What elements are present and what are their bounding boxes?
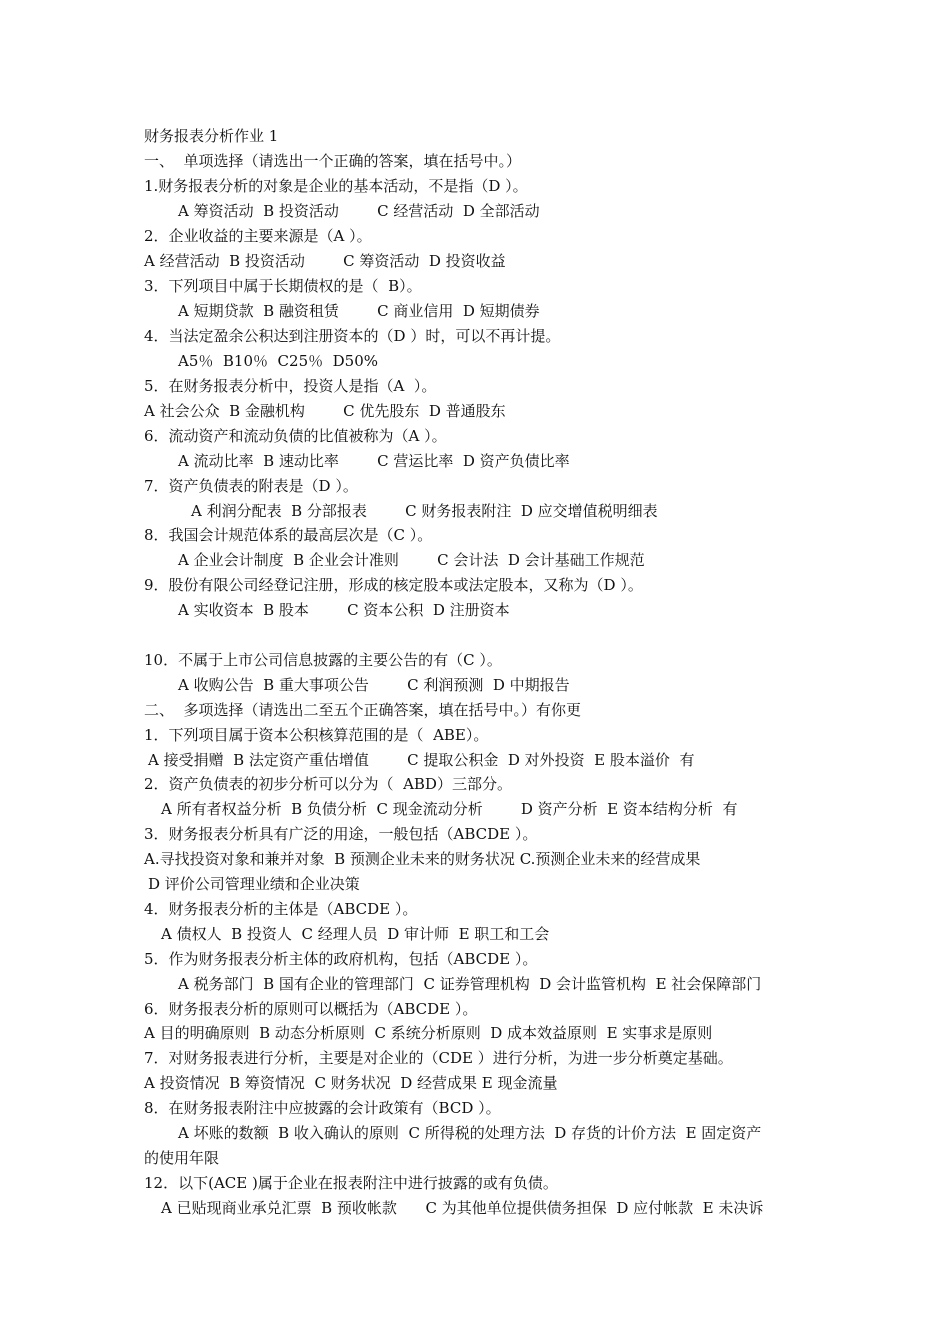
question-line: 8．我国会计规范体系的最高层次是（C ）。 [144, 526, 433, 544]
question-line: 4．财务报表分析的主体是（ABCDE ）。 [144, 900, 418, 918]
options-line: A 社会公众 B 金融机构 C 优先股东 D 普通股东 [144, 402, 506, 420]
options-line: A 债权人 B 投资人 C 经理人员 D 审计师 E 职工和工会 [161, 925, 550, 943]
options-line: A.寻找投资对象和兼并对象 B 预测企业未来的财务状况 C.预测企业未来的经营成果 [144, 850, 701, 868]
section-heading-single-choice: 一、 单项选择（请选出一个正确的答案，填在括号中。） [144, 152, 522, 170]
options-line: A 接受捐赠 B 法定资产重估增值 C 提取公积金 D 对外投资 E 股本溢价 有 [148, 751, 695, 769]
options-line-continued: 的使用年限 [144, 1149, 220, 1167]
question-line: 2．企业收益的主要来源是（A ）。 [144, 227, 372, 245]
options-line: A 短期贷款 B 融资租赁 C 商业信用 D 短期债券 [178, 302, 540, 320]
question-line: 1.财务报表分析的对象是企业的基本活动，不是指（D ）。 [144, 177, 528, 195]
question-line: 5．作为财务报表分析主体的政府机构，包括（ABCDE ）。 [144, 950, 538, 968]
options-line: A 实收资本 B 股本 C 资本公积 D 注册资本 [178, 601, 510, 619]
question-line: 5．在财务报表分析中，投资人是指（A ）。 [144, 377, 437, 395]
question-line: 8．在财务报表附注中应披露的会计政策有（BCD ）。 [144, 1099, 501, 1117]
options-line: A 流动比率 B 速动比率 C 营运比率 D 资产负债比率 [178, 452, 570, 470]
question-line: 3．下列项目中属于长期债权的是（ B）。 [144, 277, 422, 295]
options-line: A 筹资活动 B 投资活动 C 经营活动 D 全部活动 [178, 202, 540, 220]
question-line: 6．流动资产和流动负债的比值被称为（A ）。 [144, 427, 447, 445]
options-line: A 经营活动 B 投资活动 C 筹资活动 D 投资收益 [144, 252, 506, 270]
options-line: A 已贴现商业承兑汇票 B 预收帐款 C 为其他单位提供债务担保 D 应付帐款 E 未决诉 [161, 1199, 764, 1217]
question-line: 2．资产负债表的初步分析可以分为（ ABD）三部分。 [144, 775, 512, 793]
question-line: 1．下列项目属于资本公积核算范围的是（ ABE）。 [144, 726, 489, 744]
options-line: D 评价公司管理业绩和企业决策 [148, 875, 360, 893]
options-line: A5％ B10％ C25％ D50% [178, 352, 379, 370]
options-line: A 目的明确原则 B 动态分析原则 C 系统分析原则 D 成本效益原则 E 实事求是原则 [144, 1024, 713, 1042]
options-line: A 坏账的数额 B 收入确认的原则 C 所得税的处理方法 D 存货的计价方法 E 固定资产 [178, 1124, 762, 1142]
document-title: 财务报表分析作业 1 [144, 127, 279, 145]
options-line: A 税务部门 B 国有企业的管理部门 C 证券管理机构 D 会计监管机构 E 社会保障部门 [178, 975, 762, 993]
section-heading-multiple-choice: 二、 多项选择（请选出二至五个正确答案，填在括号中。）有你更 [144, 701, 582, 719]
question-line: 4．当法定盈余公积达到注册资本的（D ）时，可以不再计提。 [144, 327, 561, 345]
options-line: A 所有者权益分析 B 负债分析 C 现金流动分析 D 资产分析 E 资本结构分析 有 [161, 800, 738, 818]
options-line: A 利润分配表 B 分部报表 C 财务报表附注 D 应交增值税明细表 [191, 502, 658, 520]
options-line: A 企业会计制度 B 企业会计准则 C 会计法 D 会计基础工作规范 [178, 551, 645, 569]
question-line: 9．股份有限公司经登记注册，形成的核定股本或法定股本，又称为（D ）。 [144, 576, 643, 594]
question-line: 7．资产负债表的附表是（D ）。 [144, 477, 358, 495]
question-line: 10．不属于上市公司信息披露的主要公告的有（C ）。 [144, 651, 502, 669]
question-line: 12．以下(ACE )属于企业在报表附注中进行披露的或有负债。 [144, 1174, 558, 1192]
question-line: 6．财务报表分析的原则可以概括为（ABCDE ）。 [144, 1000, 478, 1018]
options-line: A 收购公告 B 重大事项公告 C 利润预测 D 中期报告 [178, 676, 570, 694]
question-line: 7．对财务报表进行分析，主要是对企业的（CDE ）进行分析，为进一步分析奠定基础。 [144, 1049, 733, 1067]
question-line: 3．财务报表分析具有广泛的用途，一般包括（ABCDE ）。 [144, 825, 538, 843]
options-line: A 投资情况 B 筹资情况 C 财务状况 D 经营成果 E 现金流量 [144, 1074, 558, 1092]
